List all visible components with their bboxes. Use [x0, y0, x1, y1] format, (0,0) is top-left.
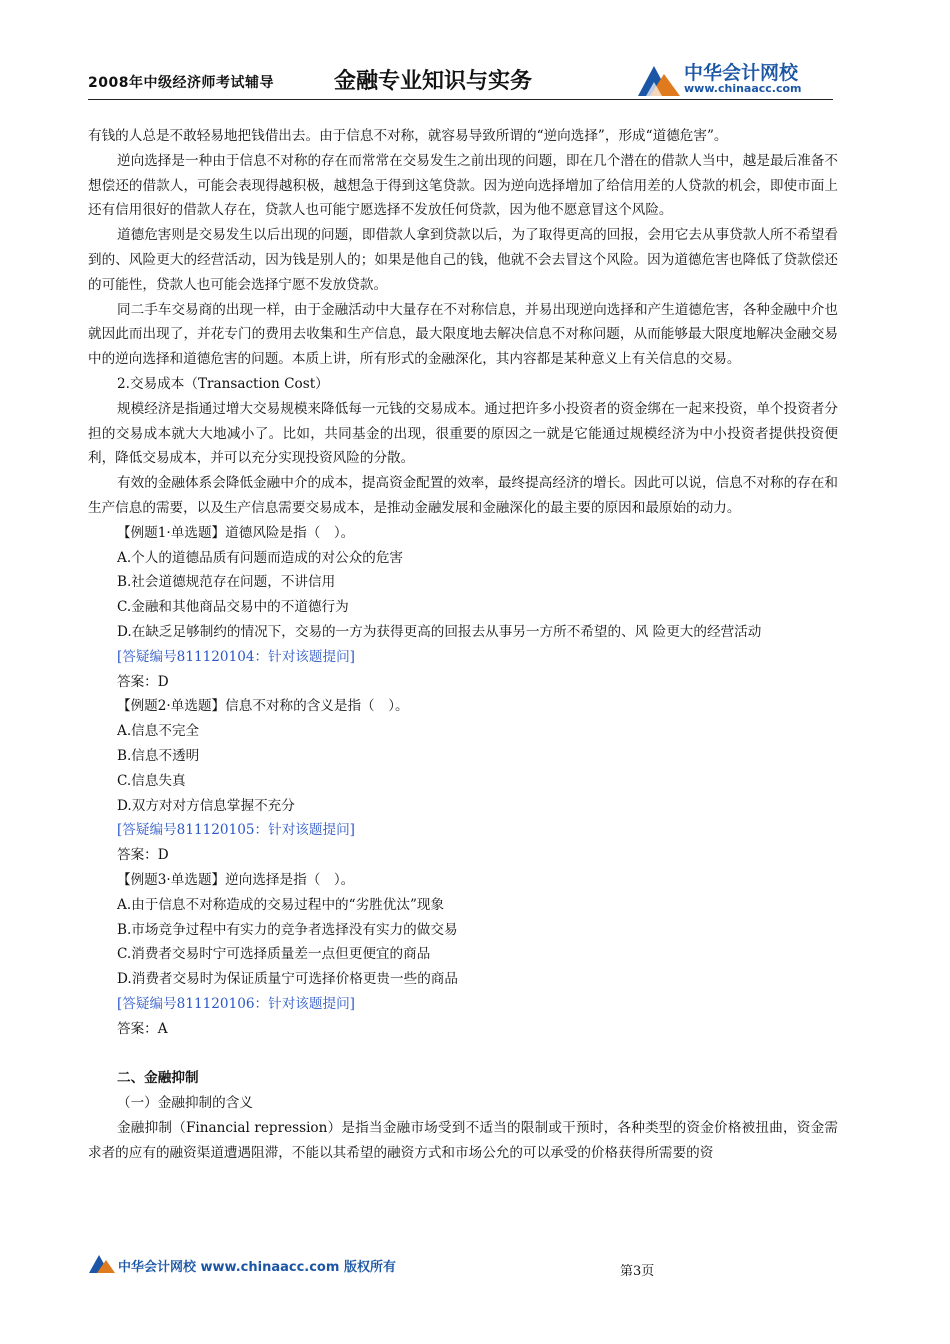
question-answer: 答案：D: [117, 673, 169, 690]
logo-brand-text: 中华会计网校: [684, 62, 799, 84]
question-option: B.信息不透明: [117, 747, 200, 764]
paragraph: 有效的金融体系会降低金融中介的成本，提高资金配置的效率，最终提高经济的增长。因此可以说，信息不对称的存在和生产信息的需要，以及生产信息需要交易成本，是推动金融发展和金融深化的最主要的原因和最原始的动力。: [88, 475, 838, 516]
paragraph: 道德危害则是交易发生以后出现的问题，即借款人拿到贷款以后，为了取得更高的回报，会用它去从事贷款人所不希望看到的、风险更大的经营活动，因为钱是别人的；如果是他自己的钱，他就不会去冒这个风险。因为道德危害也降低了贷款偿还的可能性，贷款人也可能会选择宁愿不发放贷款。: [88, 227, 838, 293]
paragraph: 同二手车交易商的出现一样，由于金融活动中大量存在不对称信息，并易出现逆向选择和产生道德危害，各种金融中介也就因此而出现了，并花专门的费用去收集和生产信息，最大限度地去解决信息不对称问题，从而能够最大限度地解决金融交易中的逆向选择和道德危害的问题。本质上讲，所有形式的金融深化，其内容都是某种意义上有关信息的交易。: [88, 301, 838, 368]
question-option: D.在缺乏足够制约的情况下，交易的一方为获得更高的回报去从事另一方所不希望的、风 险更大的经营活动: [117, 623, 762, 640]
question-answer: 答案：A: [117, 1020, 168, 1037]
section-heading: 二、金融抑制: [117, 1070, 199, 1087]
question-2: [88, 694, 838, 868]
question-option: D.消费者交易时为保证质量宁可选择价格更贵一些的商品: [117, 971, 458, 988]
question-link[interactable]: [答疑编号811120104：针对该题提问]: [117, 648, 355, 665]
footer-copyright: 中华会计网校 www.chinaacc.com 版权所有: [118, 1260, 396, 1275]
question-option: A.个人的道德品质有问题而造成的对公众的危害: [117, 549, 404, 566]
question-option: B.市场竞争过程中有实力的竞争者选择没有实力的做交易: [117, 921, 458, 938]
section-subheading: （一）金融抑制的含义: [117, 1095, 253, 1112]
question-option: D.双方对对方信息掌握不充分: [117, 797, 295, 814]
question-link[interactable]: [答疑编号811120105：针对该题提问]: [117, 822, 355, 839]
question-answer: 答案：D: [117, 847, 169, 864]
footer-logo-icon: [88, 1252, 116, 1274]
page-footer: [88, 1248, 833, 1278]
question-stem: 【例题3·单选题】逆向选择是指（ ）。: [117, 871, 355, 888]
page-number: 第3页: [620, 1264, 655, 1279]
question-option: C.金融和其他商品交易中的不道德行为: [117, 599, 349, 616]
document-body: [88, 124, 838, 1166]
paragraph: 逆向选择是一种由于信息不对称的存在而常常在交易发生之前出现的问题，即在几个潜在的借款人当中，越是最后准备不想偿还的借款人，可能会表现得越积极，越想急于得到这笔贷款。因为逆向选择增加了给信用差的人贷款的机会，即使市面上还有信用很好的借款人存在，贷款人也可能宁愿选择不发放任何贷款，因为他不愿意冒这个风险。: [88, 152, 838, 219]
subject-title: 金融专业知识与实务: [334, 69, 533, 94]
page-header: [88, 54, 833, 98]
exam-title: 2008年中级经济师考试辅导: [88, 75, 274, 91]
spacer: [88, 1041, 838, 1066]
header-rule: [88, 99, 833, 100]
question-link[interactable]: [答疑编号811120106：针对该题提问]: [117, 995, 355, 1012]
paragraph: 有钱的人总是不敢轻易地把钱借出去。由于信息不对称，就容易导致所谓的“逆向选择”，形成“道德危害”。: [88, 128, 728, 144]
question-option: B.社会道德规范存在问题，不讲信用: [117, 574, 336, 591]
question-1: [88, 521, 838, 695]
logo-url-text: www.chinaacc.com: [684, 82, 802, 95]
question-option: C.信息失真: [117, 772, 186, 789]
question-option: A.信息不完全: [117, 723, 200, 740]
question-stem: 【例题1·单选题】道德风险是指（ ）。: [117, 524, 355, 541]
question-3: [88, 868, 838, 1042]
question-option: C.消费者交易时宁可选择质量差一点但更便宜的商品: [117, 946, 431, 963]
question-stem: 【例题2·单选题】信息不对称的含义是指（ ）。: [117, 698, 409, 715]
logo-mountain-icon: [636, 60, 682, 98]
paragraph: 规模经济是指通过增大交易规模来降低每一元钱的交易成本。通过把许多小投资者的资金绑在一起来投资，单个投资者分担的交易成本就大大地减小了。比如，共同基金的出现，很重要的原因之一就是它能通过规模经济为中小投资者提供投资便利，降低交易成本，并可以充分实现投资风险的分散。: [88, 400, 838, 467]
question-option: A.由于信息不对称造成的交易过程中的“劣胜优汰”现象: [117, 896, 445, 913]
site-logo[interactable]: [636, 58, 836, 98]
subsection-title: 2.交易成本（Transaction Cost）: [117, 375, 329, 392]
paragraph: 金融抑制（Financial repression）是指当金融市场受到不适当的限制或干预时，各种类型的资金价格被扭曲，资金需求者的应有的融资渠道遭遇阻滞，不能以其希望的融资方式和市场公允的可以承受的价格获得所需要的资: [88, 1120, 838, 1161]
